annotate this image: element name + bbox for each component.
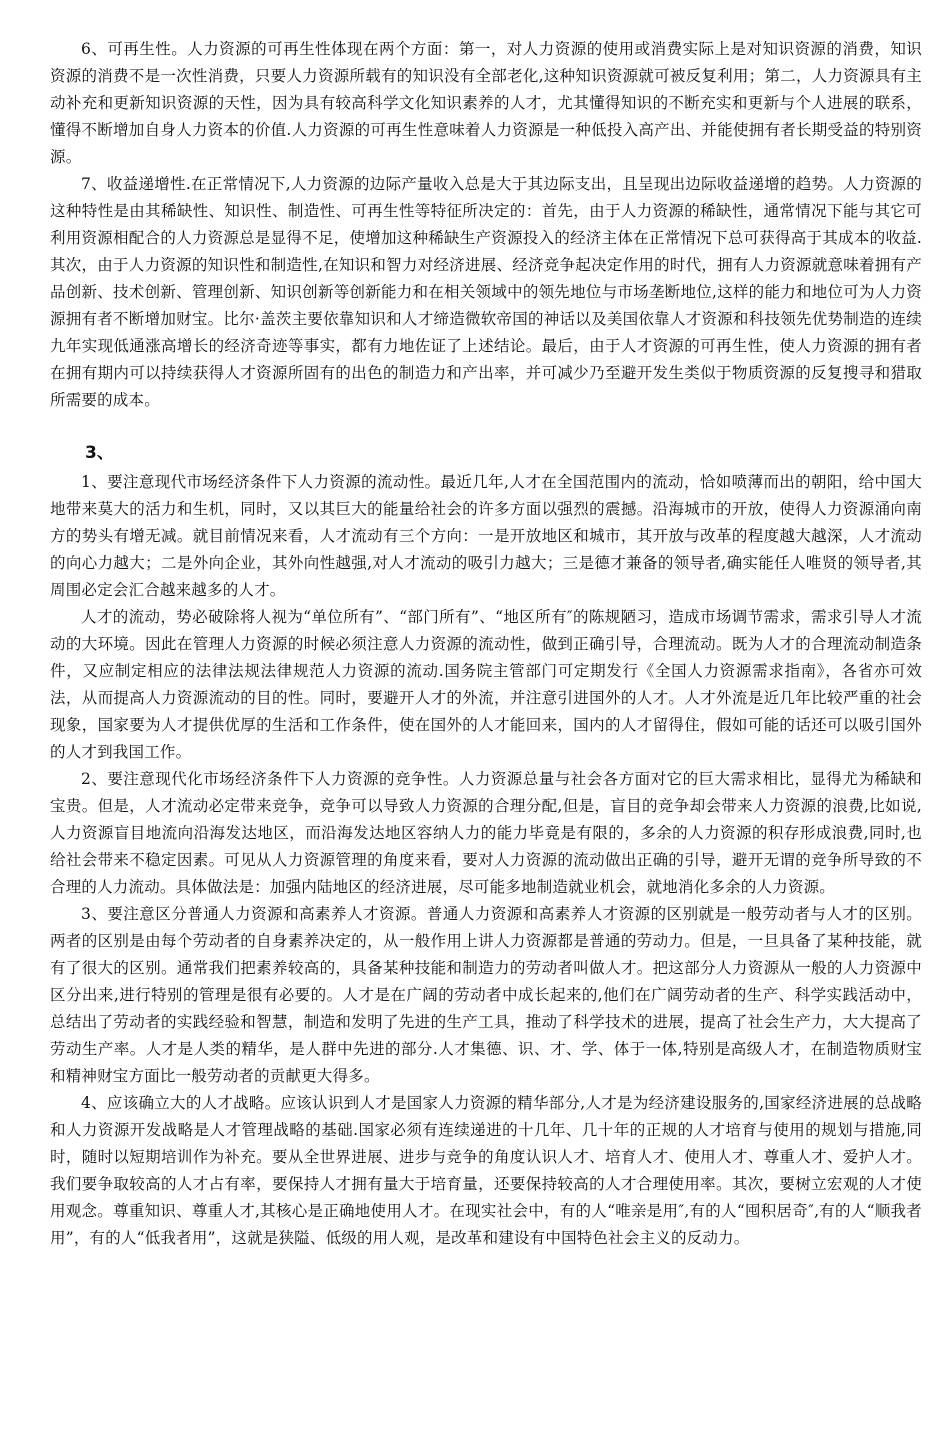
- paragraph-talent-flow: 人才的流动，势必破除将人视为“单位所有”、“部门所有”、“地区所有″的陈规陋习，造成市场调节需求，需求引导人才流动的大环境。因此在管理人力资源的时候必须注意人力资源的流动性，做到正确引导，合理流动。既为人才的合理流动制造条件，又应制定相应的法律法规法律规范人力资源的流动.国务院主管部门可定期发行《全国人力资源需求指南》，各省亦可效法，从而提高人力资源流动的目的性。同时，要避开人才的外流，并注意引进国外的人才。人才外流是近几年比较严重的社会现象，国家要为人才提供优厚的生活和工作条件，使在国外的人才能回来，国内的人才留得住，假如可能的话还可以吸引国外的人才到我国工作。: [50, 608, 922, 761]
- paragraph-talent-distinction: 3、要注意区分普通人力资源和高素养人才资源。普通人力资源和高素养人才资源的区别就是一般劳动者与人才的区别。两者的区别是由每个劳动者的自身素养决定的，从一般作用上讲人力资源都是普通的劳动力。但是，一旦具备了某种技能，就有了很大的区别。通常我们把素养较高的，具备某种技能和制造力的劳动者叫做人才。把这部分人力资源从一般的人力资源中区分出来,进行特别的管理是很有必要的。人才是在广阔的劳动者中成长起来的,他们在广阔劳动者的生产、科学实践活动中，总结出了劳动者的实践经验和智慧，制造和发明了先进的生产工具，推动了科学技术的进展，提高了社会生产力，大大提高了劳动生产率。人才是人类的精华，是人群中先进的部分.人才集德、识、才、学、体于一体,特别是高级人才，在制造物质财宝和精神财宝方面比一般劳动者的贡献更大得多。: [50, 905, 922, 1085]
- paragraph-competition: 2、要注意现代化市场经济条件下人力资源的竞争性。人力资源总量与社会各方面对它的巨大需求相比，显得尤为稀缺和宝贵。但是，人才流动必定带来竞争，竞争可以导致人力资源的合理分配,但是，盲目的竞争却会带来人力资源的浪费,比如说,人力资源盲目地流向沿海发达地区，而沿海发达地区容纳人力的能力毕竟是有限的，多余的人力资源的积存形成浪费,同时,也给社会带来不稳定因素。可见从人力资源管理的角度来看，要对人力资源的流动做出正确的引导，避开无谓的竞争所导致的不合理的人力流动。具体做法是：加强内陆地区的经济进展，尽可能多地制造就业机会，就地消化多余的人力资源。: [50, 770, 922, 896]
- section-management-points: [50, 469, 922, 1252]
- paragraph-increasing-returns: 7、收益递增性.在正常情况下,人力资源的边际产量收入总是大于其边际支出，且呈现出边际收益递增的趋势。人力资源的这种特性是由其稀缺性、知识性、制造性、可再生性等特征所决定的：首先，由于人力资源的稀缺性，通常情况下能与其它可利用资源相配合的人力资源总是显得不足，使增加这种稀缺生产资源投入的经济主体在正常情况下总可获得高于其成本的收益.其次，由于人力资源的知识性和制造性,在知识和智力对经济进展、经济竞争起决定作用的时代，拥有人力资源就意味着拥有产品创新、技术创新、管理创新、知识创新等创新能力和在相关领域中的领先地位与市场垄断地位,这样的能力和地位可为人力资源拥有者不断增加财宝。比尔·盖茨主要依靠知识和人才缔造微软帝国的神话以及美国依靠人才资源和科技领先优势制造的连续九年实现低通涨高增长的经济奇迹等事实，都有力地佐证了上述结论。最后，由于人才资源的可再生性，使人力资源的拥有者在拥有期内可以持续获得人才资源所固有的出色的制造力和产出率，并可减少乃至避开发生类似于物质资源的反复搜寻和猎取所需要的成本。: [50, 175, 922, 409]
- paragraph-mobility: 1、要注意现代市场经济条件下人力资源的流动性。最近几年,人才在全国范围内的流动，恰如喷薄而出的朝阳，给中国大地带来莫大的活力和生机，同时，又以其巨大的能量给社会的许多方面以强烈的震撼。沿海城市的开放，使得人力资源涌向南方的势头有增无减。就目前情况来看，人才流动有三个方向：一是开放地区和城市，其开放与改革的程度越大越深，人才流动的向心力越大；二是外向企业，其外向性越强,对人才流动的吸引力越大；三是德才兼备的领导者,确实能任人唯贤的领导者,其周围必定会汇合越来越多的人才。: [50, 473, 922, 599]
- paragraph-talent-strategy: 4、应该确立大的人才战略。应该认识到人才是国家人力资源的精华部分,人才是为经济建设服务的,国家经济进展的总战略和人力资源开发战略是人才管理战略的基础.国家必须有连续递进的十几年、几十年的正规的人才培育与使用的规划与措施,同时，随时以短期培训作为补充。要从全世界进展、进步与竞争的角度认识人才、培育人才、使用人才、尊重人才、爱护人才。我们要争取较高的人才占有率，要保持人才拥有量大于培育量，还要保持较高的人才合理使用率。其次，要树立宏观的人才使用观念。尊重知识、尊重人才,其核心是正确地使用人才。在现实社会中，有的人“唯亲是用″,有的人“囤积居奇″,有的人“顺我者用”，有的人“低我者用”，这就是狭隘、低级的用人观，是改革和建设有中国特色社会主义的反动力。: [50, 1094, 922, 1247]
- paragraph-renewability: 6、可再生性。人力资源的可再生性体现在两个方面：第一，对人力资源的使用或消费实际上是对知识资源的消费，知识资源的消费不是一次性消费，只要人力资源所载有的知识没有全部老化,这种知识资源就可被反复利用；第二，人力资源具有主动补充和更新知识资源的天性，因为具有较高科学文化知识素养的人才，尤其懂得知识的不断充实和更新与个人进展的联系，懂得不断增加自身人力资本的价值.人力资源的可再生性意味着人力资源是一种低投入高产出、并能使拥有者长期受益的特别资源。: [50, 40, 922, 166]
- section-resource-characteristics: [50, 36, 922, 414]
- document-page: [50, 36, 922, 1252]
- section-heading: 3、: [85, 443, 114, 463]
